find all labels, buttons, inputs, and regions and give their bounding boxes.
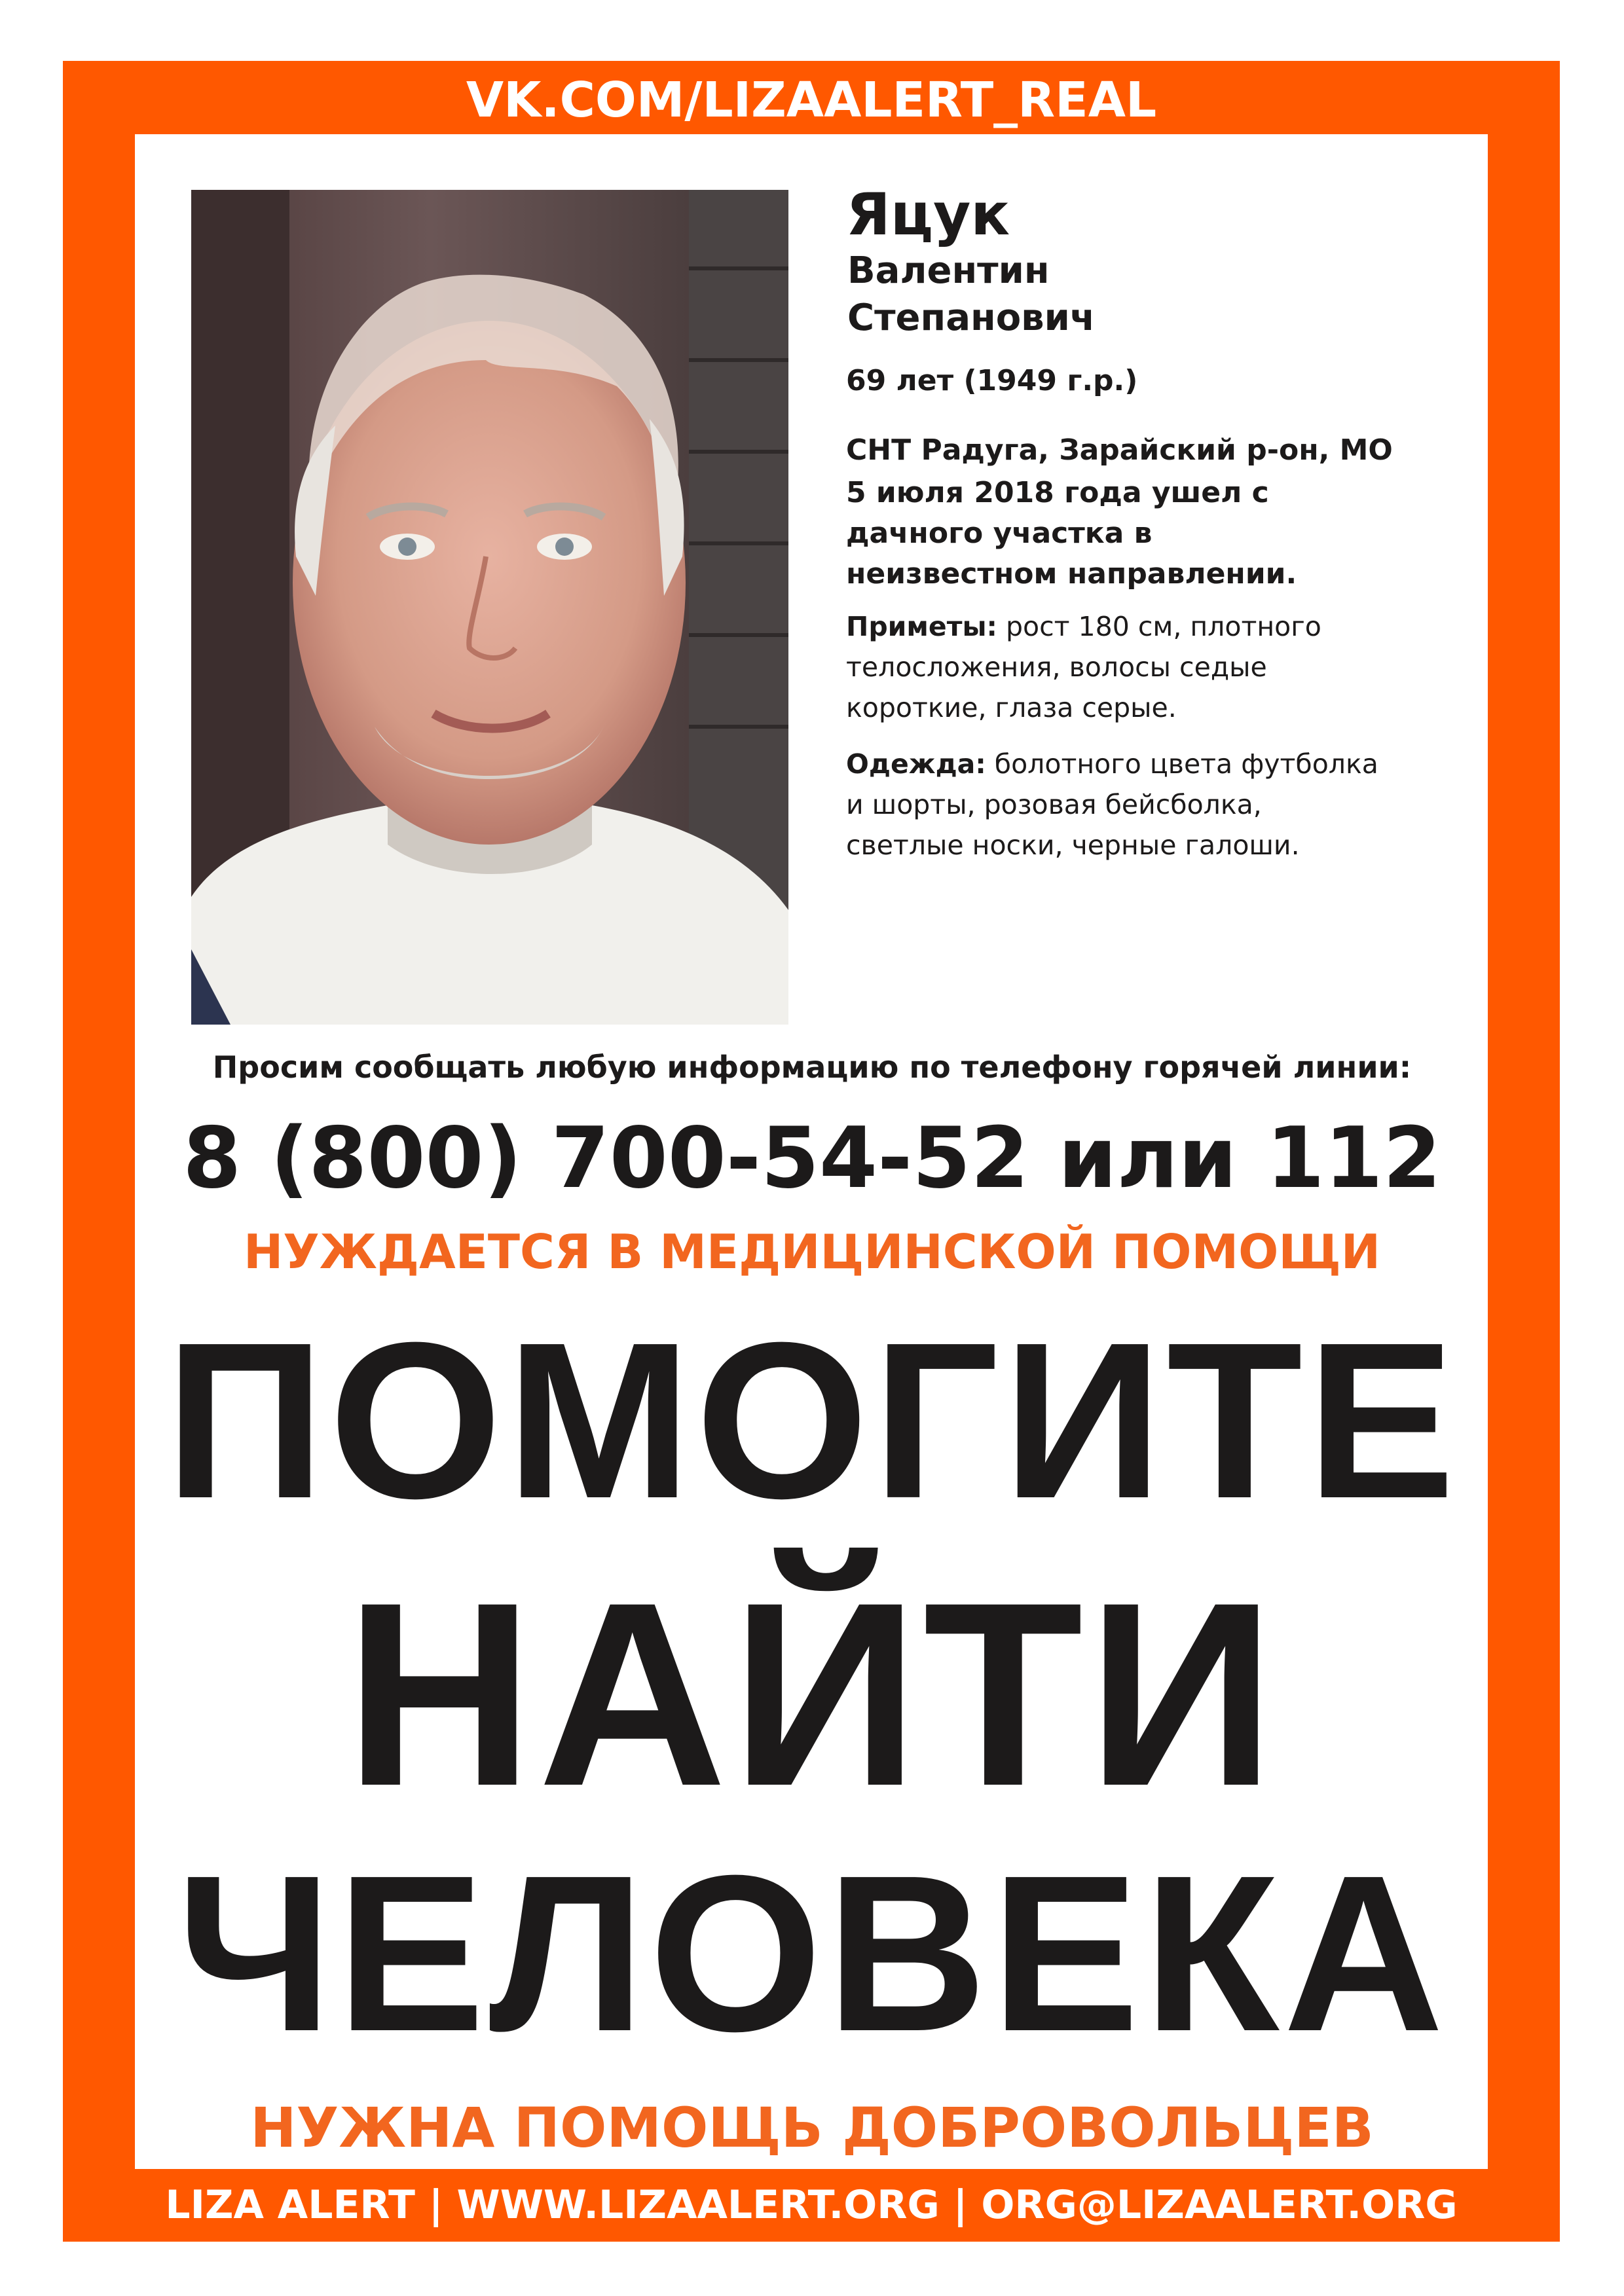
story-line-2: дачного участка в — [846, 517, 1153, 550]
story-line-1: 5 июля 2018 года ушел с — [846, 476, 1269, 509]
signs-line-3: короткие, глаза серые. — [846, 692, 1177, 723]
vk-link[interactable]: VK.COM/LIZAALERT_REAL — [466, 72, 1157, 128]
person-first-name: Валентин — [847, 249, 1050, 292]
missing-person-photo — [191, 190, 788, 1025]
footer-links: LIZA ALERT | WWW.LIZAALERT.ORG | ORG@LIZAALERT.ORG — [165, 2182, 1458, 2228]
story-line-3: неизвестном направлении. — [846, 557, 1297, 591]
signs-line-1: рост 180 см, плотного — [997, 611, 1321, 642]
person-info — [846, 182, 1488, 866]
hotline-text: Просим сообщать любую информацию по телефону горячей линии: — [212, 1049, 1412, 1085]
signs-line-2: телосложения, волосы седые — [846, 651, 1267, 683]
clothes-label: Одежда: — [846, 748, 986, 780]
clothes-line-2: и шорты, розовая бейсболка, — [846, 789, 1262, 820]
signs-description — [846, 606, 1488, 728]
headline-line-1: ПОМОГИТЕ — [164, 1296, 1460, 1545]
missing-location: СНТ Радуга, Зарайский р-он, МО — [846, 433, 1393, 467]
headline-line-2: НАЙТИ — [344, 1548, 1280, 1840]
person-age: 69 лет (1949 г.р.) — [846, 364, 1138, 397]
person-patronymic: Степанович — [847, 297, 1096, 339]
headline-line-3: ЧЕЛОВЕКА — [175, 1829, 1449, 2078]
volunteers-needed: НУЖНА ПОМОЩЬ ДОБРОВОЛЬЦЕВ — [250, 2096, 1374, 2160]
clothes-description — [846, 744, 1488, 866]
medical-help-notice: НУЖДАЕТСЯ В МЕДИЦИНСКОЙ ПОМОЩИ — [243, 1224, 1381, 1279]
portrait-image — [191, 190, 788, 1025]
person-surname: Яцук — [846, 181, 1010, 248]
signs-label: Приметы: — [846, 611, 997, 642]
clothes-line-1: болотного цвета футболка — [986, 748, 1378, 780]
hotline-phone[interactable]: 8 (800) 700-54-52 или 112 — [183, 1110, 1441, 1207]
clothes-line-3: светлые носки, черные галоши. — [846, 829, 1300, 861]
